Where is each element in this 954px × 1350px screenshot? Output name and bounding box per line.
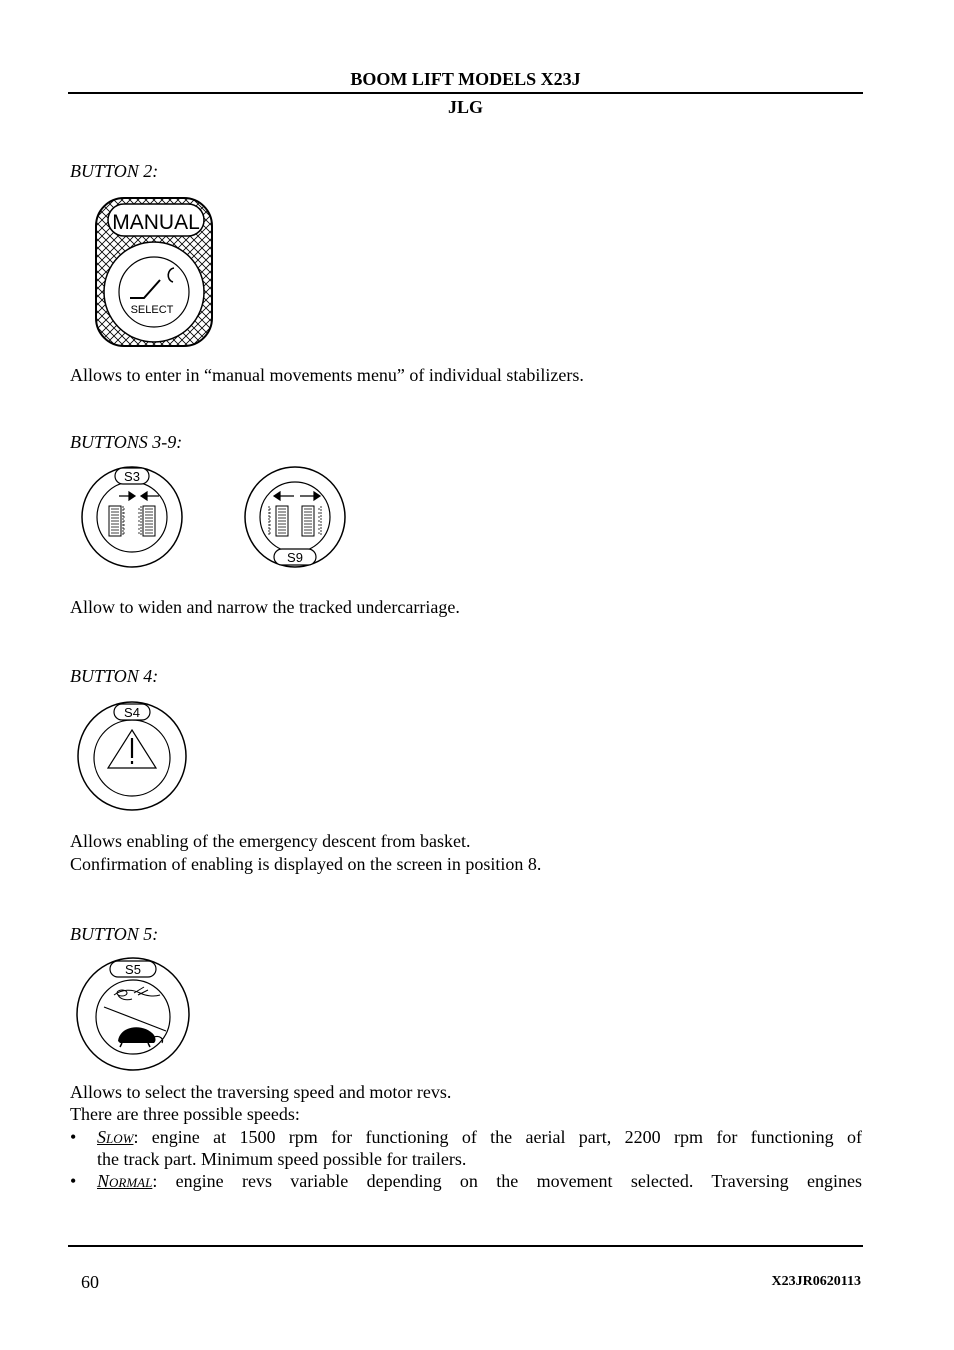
bullet-dot: • <box>70 1127 77 1147</box>
term-slow: Slow <box>97 1127 134 1147</box>
narrow-track-button-icon <box>79 464 185 570</box>
footer-rule <box>68 1245 863 1247</box>
term-normal: Normal <box>97 1171 153 1191</box>
emergency-descent-button-icon <box>76 700 188 812</box>
bullet-slow-line-1: Slow: engine at 1500 rpm for functioning of the aerial part, 2200 rpm for functioning of <box>97 1127 862 1147</box>
manual-select-button-icon <box>94 196 216 348</box>
bullet-dot: • <box>70 1171 77 1191</box>
header-subtitle: JLG <box>447 97 483 117</box>
buttons39-caption: BUTTONS 3-9: <box>70 432 183 452</box>
button4-description-2: Confirmation of enabling is displayed on the screen in position 8. <box>70 854 542 874</box>
speed-select-button-icon <box>74 955 192 1073</box>
button5-caption: BUTTON 5: <box>70 924 159 944</box>
s5-label: S5 <box>125 962 141 977</box>
bullet-slow-line-2: the track part. Minimum speed possible for trailers. <box>97 1149 467 1169</box>
manual-label: MANUAL <box>112 211 200 234</box>
header-title: BOOM LIFT MODELS X23J <box>350 69 581 89</box>
button5-description-2: There are three possible speeds: <box>70 1104 300 1124</box>
button2-caption: BUTTON 2: <box>70 161 159 181</box>
widen-track-button-icon <box>242 464 348 570</box>
s9-label: S9 <box>287 550 303 565</box>
bullet-normal-line-1: Normal: engine revs variable depending on the movement selected. Traversing engines <box>97 1171 862 1191</box>
document-code: X23JR0620113 <box>771 1274 861 1289</box>
header-rule <box>68 92 863 94</box>
button2-description: Allows to enter in “manual movements menu” of individual stabilizers. <box>70 365 584 385</box>
s3-label: S3 <box>124 469 140 484</box>
buttons39-description: Allow to widen and narrow the tracked undercarriage. <box>70 597 460 617</box>
page-number: 60 <box>81 1272 99 1292</box>
select-label: SELECT <box>130 304 174 316</box>
s4-label: S4 <box>124 705 140 720</box>
button5-description-1: Allows to select the traversing speed and motor revs. <box>70 1082 452 1102</box>
button4-caption: BUTTON 4: <box>70 666 159 686</box>
button4-description-1: Allows enabling of the emergency descent from basket. <box>70 831 471 851</box>
